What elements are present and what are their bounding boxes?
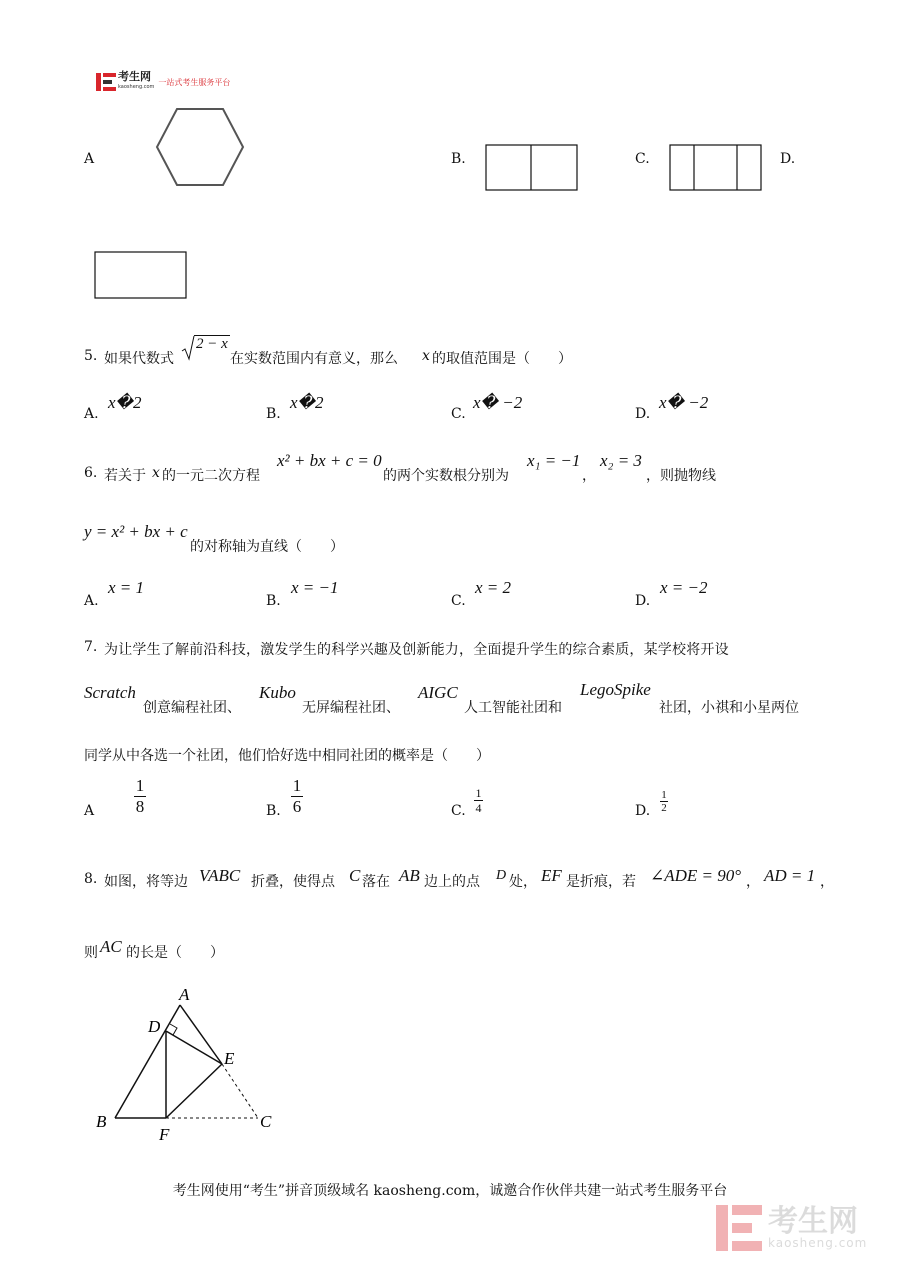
fraction-denominator: 2 xyxy=(661,802,667,814)
q6-option-d-label[interactable]: D. xyxy=(635,593,651,609)
q6-text-pre: 若关于 xyxy=(104,468,146,484)
q7-club4-name: LegoSpike xyxy=(580,680,651,699)
q6-option-b-value: x = −1 xyxy=(291,578,339,597)
q6-equation: x² + bx + c = 0 xyxy=(277,451,382,470)
q8-line2-pre: 则 xyxy=(84,945,98,961)
q6-option-a-value: x = 1 xyxy=(108,578,145,597)
fraction-numerator: 1 xyxy=(661,789,667,801)
q8-angle: ∠ADE = 90° xyxy=(650,866,742,885)
label-d: D xyxy=(148,1017,161,1036)
label-b: B xyxy=(96,1112,107,1131)
q6-text-a: 的一元二次方程 xyxy=(162,468,260,484)
q6-number: 6. xyxy=(84,465,98,481)
edge-a-e xyxy=(180,1005,222,1064)
q5-sqrt-expression: 2 − x xyxy=(196,336,228,352)
q7-option-b-fraction xyxy=(291,776,303,817)
q4-option-c-label: C. xyxy=(635,151,650,167)
label-c: C xyxy=(260,1112,272,1131)
q7-option-d-fraction xyxy=(660,789,668,814)
sqrt-sign-icon xyxy=(181,335,195,361)
q8-text-6: 是折痕，若 xyxy=(566,874,636,890)
q5-option-b-label[interactable]: B. xyxy=(266,406,281,422)
q7-club3-text: 人工智能社团和 xyxy=(464,700,562,716)
q7-option-b-label[interactable]: B. xyxy=(266,803,281,819)
q7-option-c-label[interactable]: C. xyxy=(451,803,466,819)
q6-option-b-label[interactable]: B. xyxy=(266,593,281,609)
q8-text-5: 处， xyxy=(509,874,537,890)
q5-text-post: 的取值范围是（ ） xyxy=(432,351,572,367)
question-5 xyxy=(84,335,844,365)
q5-option-c-value: x� −2 xyxy=(473,393,523,412)
label-e: E xyxy=(224,1049,235,1068)
q6-text-b: 的两个实数根分别为 xyxy=(383,468,509,484)
q5-text-pre: 如果代数式 xyxy=(104,351,174,367)
q7-option-c-fraction xyxy=(474,786,483,815)
q5-option-d-value: x� −2 xyxy=(659,393,709,412)
logo-name: 考生网 xyxy=(118,70,151,83)
watermark-logo-icon xyxy=(716,1205,762,1251)
q8-text-2: 折叠，使得点 xyxy=(251,874,335,890)
q7-club3-name: AIGC xyxy=(418,683,458,702)
q7-club1-name: Scratch xyxy=(84,683,136,702)
q8-triangle: VABC xyxy=(199,866,241,885)
q8-text-1: 如图，将等边 xyxy=(104,874,188,890)
q5-option-b-value: x�2 xyxy=(290,393,324,412)
watermark-name: 考生网 xyxy=(768,1204,858,1239)
folded-triangle-figure xyxy=(90,980,290,1150)
watermark xyxy=(716,1205,867,1251)
segment-ef xyxy=(166,1064,222,1118)
q8-comma: ， xyxy=(746,874,760,890)
header-logo xyxy=(96,72,230,92)
logo-slogan: 一站式考生服务平台 xyxy=(158,77,231,87)
q6-text-d: 的对称轴为直线（ ） xyxy=(190,539,344,555)
q6-option-a-label[interactable]: A. xyxy=(84,593,99,609)
fraction-numerator: 1 xyxy=(135,776,145,795)
q4-option-b-label: B. xyxy=(451,151,466,167)
q7-number: 7. xyxy=(84,639,98,655)
q6-comma: ， xyxy=(582,468,596,484)
q7-line3: 同学从中各选一个社团，他们恰好选中相同社团的概率是（ ） xyxy=(84,748,490,764)
q5-text-mid: 在实数范围内有意义，那么 xyxy=(230,351,398,367)
q6-var: x xyxy=(152,465,160,481)
q8-line2-post: 的长是（ ） xyxy=(126,945,224,961)
single-rectangle-figure xyxy=(94,251,188,299)
three-rectangles-figure xyxy=(669,144,763,191)
q6-parabola: y = x² + bx + c xyxy=(84,522,188,541)
q8-segment-ef: EF xyxy=(541,866,562,885)
hexagon-figure xyxy=(155,107,245,187)
logo-domain: kaosheng.com xyxy=(118,84,155,90)
q7-option-a-label[interactable]: A xyxy=(84,803,95,819)
q5-option-d-label[interactable]: D. xyxy=(635,406,651,422)
footer-text: 考生网使用“考生”拼音顶级域名 kaosheng.com，诚邀合作伙伴共建一站式考生服务平台 xyxy=(172,1183,728,1199)
q8-text-3: 落在 xyxy=(362,874,390,890)
q7-club1-text: 创意编程社团、 xyxy=(143,700,241,716)
q8-point-d: D xyxy=(496,868,507,883)
fraction-denominator: 8 xyxy=(135,797,145,816)
segment-de xyxy=(166,1031,222,1064)
q8-segment-ac: AC xyxy=(100,937,122,956)
fraction-denominator: 6 xyxy=(292,797,302,816)
q5-option-a-value: x�2 xyxy=(108,393,142,412)
q8-end: ， xyxy=(820,874,834,890)
q5-var: x xyxy=(422,348,430,364)
q8-number: 8. xyxy=(84,871,98,887)
two-rectangles-figure xyxy=(485,144,579,191)
q4-option-a-label: A xyxy=(84,151,95,167)
kaosheng-logo-icon xyxy=(96,73,116,91)
q5-option-c-label[interactable]: C. xyxy=(451,406,466,422)
q8-point-c: C xyxy=(349,866,361,885)
q6-root1: x₁ = −1 xyxy=(527,451,581,470)
fraction-numerator: 1 xyxy=(475,786,482,800)
watermark-domain: kaosheng.com xyxy=(768,1236,868,1250)
q6-option-c-value: x = 2 xyxy=(475,578,512,597)
fraction-denominator: 4 xyxy=(475,801,482,815)
fraction-numerator: 1 xyxy=(292,776,302,795)
label-a: A xyxy=(179,985,190,1004)
q8-segment-ab: AB xyxy=(399,866,420,885)
q7-line1: 为让学生了解前沿科技，激发学生的科学兴趣及创新能力，全面提升学生的综合素质，某学校将开设 xyxy=(104,642,729,658)
label-f: F xyxy=(159,1125,170,1144)
q7-club2-name: Kubo xyxy=(259,683,296,702)
q4-option-d-label: D. xyxy=(780,151,796,167)
dashed-e-c xyxy=(222,1064,258,1118)
q7-club4-text: 社团，小祺和小星两位 xyxy=(659,700,799,716)
q6-text-c: ，则抛物线 xyxy=(646,468,716,484)
q8-ad-length: AD = 1 xyxy=(764,866,816,885)
q8-text-4: 边上的点 xyxy=(424,874,480,890)
q7-option-d-label[interactable]: D. xyxy=(635,803,651,819)
q6-root2: x₂ = 3 xyxy=(600,451,642,470)
q7-club2-text: 无屏编程社团、 xyxy=(302,700,400,716)
q6-option-c-label[interactable]: C. xyxy=(451,593,466,609)
q5-number: 5. xyxy=(84,348,98,364)
q7-option-a-fraction xyxy=(134,776,146,817)
q6-option-d-value: x = −2 xyxy=(660,578,708,597)
q5-option-a-label[interactable]: A. xyxy=(84,406,99,422)
